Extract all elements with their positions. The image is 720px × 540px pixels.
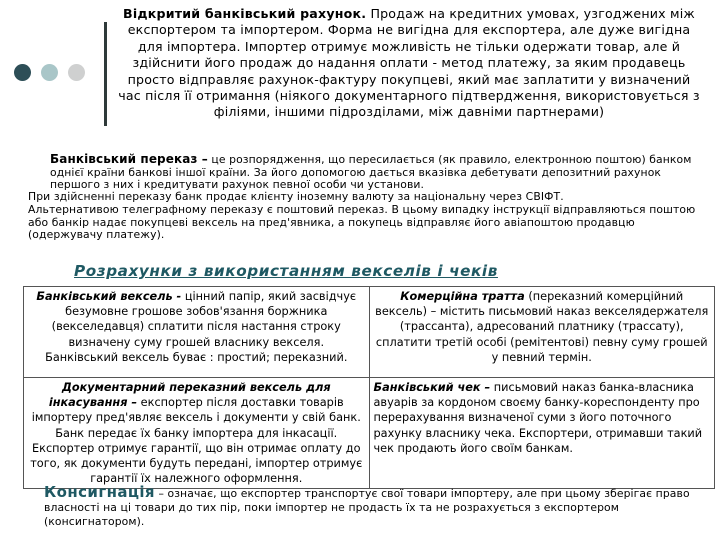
documentary-bill-cell (24, 378, 370, 489)
open-account-text: Продаж на кредитних умовах, узгоджених між експортером та імпортером. Форма не вигідна для експортера, але дуже вигідна для імпортера. Імпортер отримує можливість не тільки одержати товар, але й здійснити його продаж до надання оплати - метод платежу, за яким продавець просто відправляє рахунок-фактуру покупцеві, який має заплатити у визначений час після її отримання (ніякого документарного підтвердження, використовується з філіями, іншими підрозділами, між давніми партнерами) (118, 6, 700, 120)
transfer-paragraph (50, 153, 710, 192)
bank-cheque-text: письмовий наказ банка-власника авуарів за кордоном своєму банку-кореспонденту про перерахування визначеної суми з його поточного рахунку власнику чека. Експортери, отримавши такий чек продають його своїм банкам. (373, 381, 703, 455)
open-account-paragraph (118, 6, 700, 121)
open-account-term: Відкритий банківський рахунок. (123, 6, 367, 21)
bills-cheques-grid (23, 286, 715, 489)
transfer-swift-paragraph: При здійсненні переказу банк продає клієнту іноземну валюту за національну через СВІФТ. (28, 190, 564, 203)
transfer-postal-paragraph: Альтернативою телеграфному переказу є поштовий переказ. В цьому випадку інструкції відправляються поштою або банкір надає покупцеві вексель на пред'явника, а покупець відправляє його авіапоштою продавцю (одержувачу платежу). (28, 203, 696, 242)
bank-bill-cell (24, 287, 370, 378)
dot-gray (68, 64, 85, 81)
consignment-text: – означає, що експортер транспортує свої товари імпортеру, але при цьому зберігає право власності на ці товари до тих пір, поки імпортер не продасть їх та не розрахується з експортером (консигнатором). (44, 487, 690, 528)
dot-dark (14, 64, 31, 81)
bank-cheque-cell (369, 378, 715, 489)
bank-cheque-term: Банківський чек – (373, 381, 491, 394)
bank-bill-types: Банківський вексель буває : простий; переказний. (45, 350, 348, 364)
vertical-divider (104, 22, 107, 126)
dot-light (41, 64, 58, 81)
bank-bill-term: Банківський вексель - (36, 290, 182, 303)
commercial-draft-cell (369, 287, 715, 378)
documentary-bill-term: Документарний переказний вексель для інкасування – (48, 381, 331, 410)
consignment-term: Консигнація (44, 483, 155, 501)
commercial-draft-term: Комерційна тратта (400, 290, 525, 303)
bank-bill-text: цінний папір, який засвідчує безумовне грошове зобов'язання боржника (векселедавця) сплатити після настання строку визначену суму грошей власнику векселя. (51, 290, 357, 349)
consignment-paragraph (44, 485, 710, 529)
commercial-draft-text: (переказний комерційний вексель) – містить письмовий наказ векселядержателя (трассанта), адресований платнику (трассату), сплатити третій особі (ремітентові) певну суму грошей у певний термін. (375, 290, 709, 364)
section-heading: Розрахунки з використанням векселів і чеків (74, 262, 498, 280)
transfer-text: це розпорядження, що пересилається (як правило, електронною поштою) банком однієї країни банкові іншої країни. За його допомогою дається вказівка дебетувати депозитний рахунок першого з них і кредитувати рахунок певної особи чи установи. (50, 153, 692, 192)
documentary-bill-text: експортер після доставки товарів імпортеру пред'являє вексель і документи у свій банк. Банк передає їх банку імпортера для інкасації. Експортер отримує гарантії, що він отримає оплату до того, як документи будуть передані, імпортер отримує гарантії їх належного оформлення. (30, 396, 363, 486)
transfer-term: Банківський переказ – (50, 152, 208, 166)
